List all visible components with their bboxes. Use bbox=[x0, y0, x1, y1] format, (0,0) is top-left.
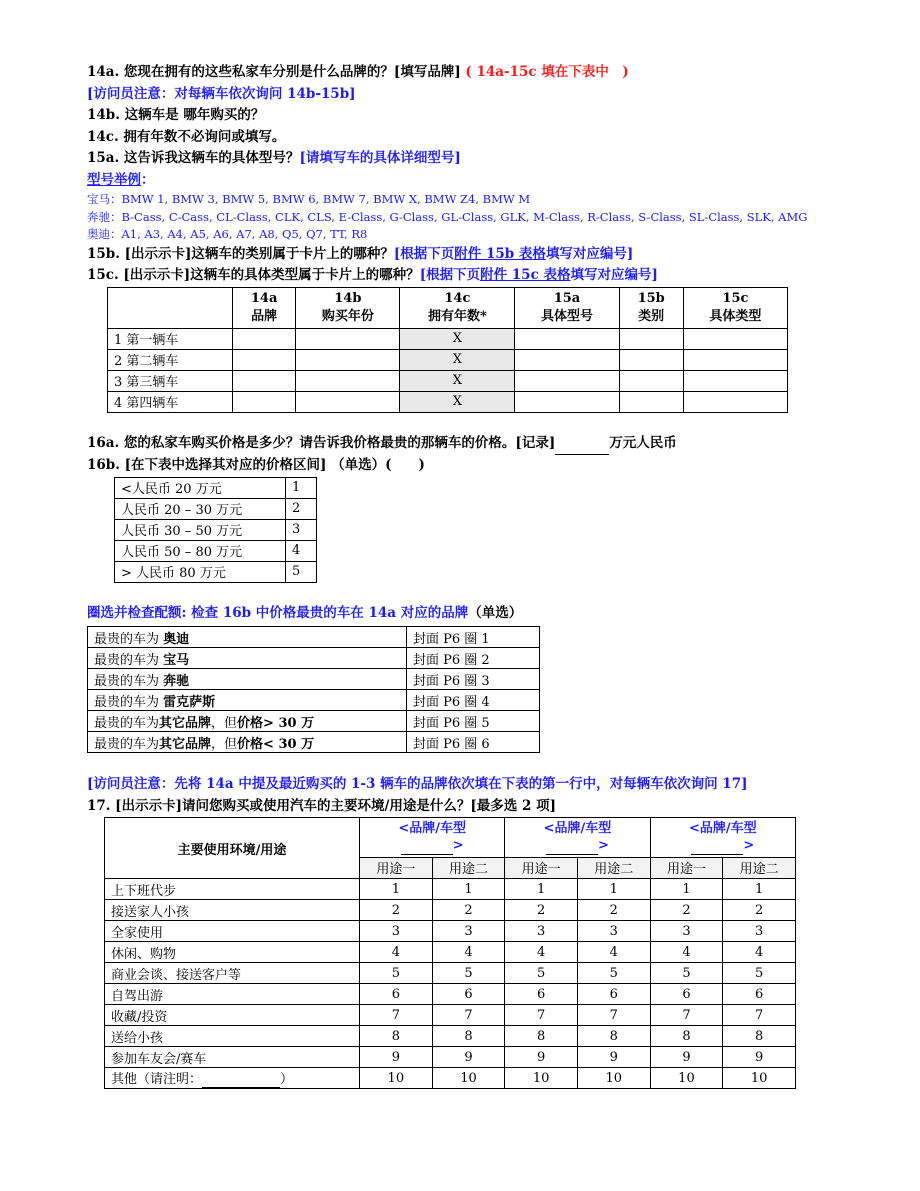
category-cell[interactable] bbox=[619, 391, 683, 412]
col-15c: 15c 具体类型 bbox=[683, 287, 787, 328]
x-mark: X bbox=[400, 328, 515, 349]
q14c-text: 14c. 拥有年数不必询问或填写。 bbox=[87, 128, 286, 145]
examples-title: 型号举例 bbox=[87, 171, 141, 188]
vehicle-table-corner bbox=[108, 287, 233, 328]
table-row[interactable] bbox=[88, 627, 540, 648]
table-row bbox=[108, 370, 788, 391]
usage-code-cell[interactable]: 4 bbox=[650, 942, 723, 963]
table-row bbox=[108, 349, 788, 370]
table-row[interactable] bbox=[88, 690, 540, 711]
usage-code-cell[interactable]: 3 bbox=[432, 921, 505, 942]
q14a-note: ( 14a-15c 填在下表中 ) bbox=[465, 64, 629, 80]
usage-label: 全家使用 bbox=[105, 921, 360, 942]
q15c-line bbox=[87, 265, 847, 287]
brand-cell[interactable] bbox=[233, 349, 296, 370]
usage-code-cell[interactable]: 3 bbox=[577, 921, 650, 942]
usage-code-cell[interactable]: 4 bbox=[432, 942, 505, 963]
quota-code: 封面 P6 圈 5 bbox=[407, 711, 540, 732]
usage-label: 参加车友会/赛车 bbox=[105, 1047, 360, 1068]
usage-code-cell[interactable]: 9 bbox=[577, 1047, 650, 1068]
usage-code-cell[interactable]: 10 bbox=[505, 1068, 578, 1089]
category-cell[interactable] bbox=[619, 328, 683, 349]
col-15b: 15b 类别 bbox=[619, 287, 683, 328]
category-cell[interactable] bbox=[619, 370, 683, 391]
quota-line bbox=[87, 603, 847, 625]
usage-code-cell[interactable]: 3 bbox=[650, 921, 723, 942]
usage-label: 其他（请注明： ） bbox=[105, 1068, 360, 1089]
usage-code-cell[interactable]: 5 bbox=[360, 963, 433, 984]
table-row[interactable] bbox=[88, 732, 540, 753]
q15b-text: 15b. [出示示卡]这辆车的类别属于卡片上的哪种？ bbox=[87, 245, 394, 262]
q15c-post: 填写对应编号] bbox=[570, 267, 658, 283]
price-range-code: 3 bbox=[286, 519, 317, 540]
usage-code-cell[interactable]: 5 bbox=[650, 963, 723, 984]
usage-code-cell[interactable]: 10 bbox=[360, 1068, 433, 1089]
usage-code-cell[interactable]: 5 bbox=[505, 963, 578, 984]
usage-code-cell[interactable]: 6 bbox=[432, 984, 505, 1005]
row-label: 1 第一辆车 bbox=[108, 328, 233, 349]
usage-code-cell[interactable]: 2 bbox=[505, 900, 578, 921]
type-cell[interactable] bbox=[683, 328, 787, 349]
table-row[interactable] bbox=[115, 561, 317, 582]
interviewer-note-1: [访问员注意：对每辆车依次询问 14b-15b] bbox=[87, 85, 356, 102]
quota-suffix: （单选） bbox=[468, 604, 523, 621]
usage-code-cell[interactable]: 6 bbox=[723, 984, 796, 1005]
price-range-code: 4 bbox=[286, 540, 317, 561]
usage-code-cell[interactable]: 2 bbox=[723, 900, 796, 921]
row-label: 3 第三辆车 bbox=[108, 370, 233, 391]
model-cell[interactable] bbox=[515, 328, 619, 349]
table-row[interactable] bbox=[115, 540, 317, 561]
usage-table bbox=[104, 817, 796, 1089]
q15c-text: 15c. [出示示卡]这辆车的具体类型属于卡片上的哪种？ bbox=[87, 267, 420, 283]
usage-code-cell[interactable]: 6 bbox=[650, 984, 723, 1005]
q15a-text: 15a. 这告诉我这辆车的具体型号？ bbox=[87, 150, 300, 166]
usage-code-cell[interactable]: 9 bbox=[723, 1047, 796, 1068]
type-cell[interactable] bbox=[683, 349, 787, 370]
usage-code-cell[interactable]: 6 bbox=[505, 984, 578, 1005]
usage-code-cell[interactable]: 2 bbox=[360, 900, 433, 921]
price-range-table bbox=[114, 477, 317, 583]
usage-table-header bbox=[105, 818, 796, 858]
q14a-text: 14a. 您现在拥有的这些私家车分别是什么品牌的？[填写品牌] bbox=[87, 64, 461, 80]
type-cell[interactable] bbox=[683, 391, 787, 412]
col-14c: 14c 拥有年数* bbox=[400, 287, 515, 328]
table-row[interactable] bbox=[115, 519, 317, 540]
usage-code-cell[interactable]: 3 bbox=[723, 921, 796, 942]
price-blank[interactable] bbox=[555, 433, 609, 456]
usage-code-cell[interactable]: 4 bbox=[360, 942, 433, 963]
other-specify-blank[interactable] bbox=[202, 1072, 280, 1088]
q15b-pre: [根据下页 bbox=[393, 245, 455, 262]
use2-header: 用途二 bbox=[723, 857, 796, 878]
table-row bbox=[105, 942, 796, 963]
usage-code-cell[interactable]: 9 bbox=[432, 1047, 505, 1068]
q16a-line bbox=[87, 433, 847, 456]
type-cell[interactable] bbox=[683, 370, 787, 391]
model-cell[interactable] bbox=[515, 391, 619, 412]
table-row bbox=[105, 921, 796, 942]
brand-cell[interactable] bbox=[233, 370, 296, 391]
use1-header: 用途一 bbox=[650, 857, 723, 878]
usage-label: 商业会谈、接送客户等 bbox=[105, 963, 360, 984]
usage-code-cell[interactable]: 6 bbox=[577, 984, 650, 1005]
usage-code-cell[interactable]: 8 bbox=[432, 1026, 505, 1047]
usage-label: 收藏/投资 bbox=[105, 1005, 360, 1026]
quota-code: 封面 P6 圈 3 bbox=[407, 669, 540, 690]
usage-code-cell[interactable]: 3 bbox=[360, 921, 433, 942]
quota-label: 最贵的车为 奔驰 bbox=[88, 669, 407, 690]
table-row bbox=[105, 1005, 796, 1026]
col-14a: 14a 品牌 bbox=[233, 287, 296, 328]
usage-code-cell[interactable]: 4 bbox=[505, 942, 578, 963]
table-row bbox=[108, 328, 788, 349]
examples-colon: ： bbox=[141, 171, 155, 188]
table-row bbox=[105, 1026, 796, 1047]
table-row[interactable] bbox=[115, 477, 317, 498]
q17-note: [最多选 2 项] bbox=[470, 797, 556, 814]
usage-code-cell[interactable]: 8 bbox=[723, 1026, 796, 1047]
usage-code-cell[interactable]: 10 bbox=[650, 1068, 723, 1089]
table-row bbox=[108, 391, 788, 412]
usage-header: 主要使用环境/用途 bbox=[105, 818, 360, 879]
table-row bbox=[105, 1068, 796, 1089]
col-14b: 14b 购买年份 bbox=[296, 287, 400, 328]
vehicle-table bbox=[107, 287, 788, 413]
interviewer-note-2: [访问员注意：先将 14a 中提及最近购买的 1-3 辆车的品牌依次填在下表的第一行中，对每辆车依次询问 17] bbox=[87, 776, 748, 792]
usage-code-cell[interactable]: 8 bbox=[650, 1026, 723, 1047]
usage-code-cell[interactable]: 1 bbox=[432, 879, 505, 900]
usage-code-cell[interactable]: 7 bbox=[650, 1005, 723, 1026]
table-row bbox=[105, 984, 796, 1005]
price-range-label: 人民币 20 – 30 万元 bbox=[115, 498, 286, 519]
year-cell[interactable] bbox=[296, 349, 400, 370]
usage-label: 接送家人小孩 bbox=[105, 900, 360, 921]
usage-code-cell[interactable]: 2 bbox=[650, 900, 723, 921]
usage-code-cell[interactable]: 6 bbox=[360, 984, 433, 1005]
usage-code-cell[interactable]: 7 bbox=[360, 1005, 433, 1026]
brand-header-2[interactable]: <品牌/车型 > bbox=[505, 818, 650, 858]
use2-header: 用途二 bbox=[577, 857, 650, 878]
x-mark: X bbox=[400, 349, 515, 370]
year-cell[interactable] bbox=[296, 328, 400, 349]
usage-code-cell[interactable]: 7 bbox=[505, 1005, 578, 1026]
quota-label: 最贵的车为 雷克萨斯 bbox=[88, 690, 407, 711]
usage-code-cell[interactable]: 8 bbox=[360, 1026, 433, 1047]
table-row[interactable] bbox=[88, 711, 540, 732]
usage-code-cell[interactable]: 10 bbox=[723, 1068, 796, 1089]
price-range-code: 1 bbox=[286, 477, 317, 498]
brand-cell[interactable] bbox=[233, 391, 296, 412]
quota-code: 封面 P6 圈 4 bbox=[407, 690, 540, 711]
usage-code-cell[interactable]: 7 bbox=[432, 1005, 505, 1026]
usage-code-cell[interactable]: 1 bbox=[505, 879, 578, 900]
quota-label: 最贵的车为 宝马 bbox=[88, 648, 407, 669]
quota-code: 封面 P6 圈 6 bbox=[407, 732, 540, 753]
usage-code-cell[interactable]: 5 bbox=[723, 963, 796, 984]
quota-code: 封面 P6 圈 1 bbox=[407, 627, 540, 648]
price-range-code: 5 bbox=[286, 561, 317, 582]
usage-code-cell[interactable]: 7 bbox=[577, 1005, 650, 1026]
table-row bbox=[105, 1047, 796, 1068]
year-cell[interactable] bbox=[296, 370, 400, 391]
quota-table bbox=[87, 626, 540, 753]
use1-header: 用途一 bbox=[360, 857, 433, 878]
x-mark: X bbox=[400, 370, 515, 391]
q15b-post: 填写对应编号] bbox=[545, 245, 634, 262]
price-range-code: 2 bbox=[286, 498, 317, 519]
row-label: 4 第四辆车 bbox=[108, 391, 233, 412]
usage-label: 自驾出游 bbox=[105, 984, 360, 1005]
q15c-pre: [根据下页 bbox=[419, 267, 481, 283]
table-row[interactable] bbox=[88, 648, 540, 669]
examples-bmw: 宝马：BMW 1, BMW 3, BMW 5, BMW 6, BMW 7, BMW X, BMW Z4, BMW M bbox=[87, 192, 531, 206]
q14b-text: 14b. 这辆车是 哪年购买的？ bbox=[87, 107, 265, 123]
row-label: 2 第二辆车 bbox=[108, 349, 233, 370]
price-range-label: 人民币 50 – 80 万元 bbox=[115, 540, 286, 561]
q17-line bbox=[87, 796, 847, 818]
usage-code-cell[interactable]: 1 bbox=[360, 879, 433, 900]
quota-label: 最贵的车为其它品牌，但价格< 30 万 bbox=[88, 732, 407, 753]
q15b-line bbox=[87, 244, 847, 266]
quota-code: 封面 P6 圈 2 bbox=[407, 648, 540, 669]
brand-header-1[interactable]: <品牌/车型 > bbox=[360, 818, 505, 858]
q16a-text: 16a. 您的私家车购买价格是多少？请告诉我价格最贵的那辆车的价格。[记录] bbox=[87, 434, 556, 451]
usage-code-cell[interactable]: 1 bbox=[577, 879, 650, 900]
usage-code-cell[interactable]: 3 bbox=[505, 921, 578, 942]
q15b-link[interactable]: 附件 15b 表格 bbox=[454, 245, 546, 262]
examples-audi: 奥迪：A1, A3, A4, A5, A6, A7, A8, Q5, Q7, TT, R8 bbox=[87, 227, 368, 241]
model-cell[interactable] bbox=[515, 349, 619, 370]
examples-title-line bbox=[87, 170, 847, 192]
usage-code-cell[interactable]: 10 bbox=[577, 1068, 650, 1089]
usage-code-cell[interactable]: 9 bbox=[360, 1047, 433, 1068]
usage-label: 休闲、购物 bbox=[105, 942, 360, 963]
usage-code-cell[interactable]: 4 bbox=[577, 942, 650, 963]
table-row bbox=[105, 879, 796, 900]
usage-code-cell[interactable]: 8 bbox=[505, 1026, 578, 1047]
q14a-line bbox=[87, 62, 847, 84]
q17-text: 17. [出示示卡]请问您购买或使用汽车的主要环境/用途是什么？ bbox=[87, 797, 471, 814]
usage-label: 送给小孩 bbox=[105, 1026, 360, 1047]
usage-code-cell[interactable]: 9 bbox=[505, 1047, 578, 1068]
examples-benz: 奔驰：B-Cass, C-Cass, CL-Class, CLK, CLS, E-Class, G-Class, GL-Class, GLK, M-Class, R-Class, S-Class, SL-Class, SLK, AMG bbox=[87, 209, 808, 224]
vehicle-table-header bbox=[108, 287, 788, 328]
use1-header: 用途一 bbox=[505, 857, 578, 878]
table-row[interactable] bbox=[115, 498, 317, 519]
usage-code-cell[interactable]: 2 bbox=[432, 900, 505, 921]
table-row bbox=[105, 900, 796, 921]
q15a-line bbox=[87, 148, 847, 170]
table-row[interactable] bbox=[88, 669, 540, 690]
price-range-label: 人民币 30 – 50 万元 bbox=[115, 519, 286, 540]
usage-code-cell[interactable]: 5 bbox=[577, 963, 650, 984]
questionnaire-page bbox=[87, 62, 847, 1089]
quota-title: 圈选并检查配额: 检查 16b 中价格最贵的车在 14a 对应的品牌 bbox=[87, 604, 469, 621]
q16a-suffix: 万元人民币 bbox=[609, 434, 677, 451]
quota-label: 最贵的车为 奥迪 bbox=[88, 627, 407, 648]
price-range-label: > 人民币 80 万元 bbox=[115, 561, 286, 582]
year-cell[interactable] bbox=[296, 391, 400, 412]
price-range-label: <人民币 20 万元 bbox=[115, 477, 286, 498]
usage-code-cell[interactable]: 9 bbox=[650, 1047, 723, 1068]
usage-code-cell[interactable]: 7 bbox=[723, 1005, 796, 1026]
brand-cell[interactable] bbox=[233, 328, 296, 349]
col-15a: 15a 具体型号 bbox=[515, 287, 619, 328]
q15a-note: [请填写车的具体详细型号] bbox=[299, 150, 461, 166]
usage-code-cell[interactable]: 5 bbox=[432, 963, 505, 984]
use2-header: 用途二 bbox=[432, 857, 505, 878]
quota-label: 最贵的车为其它品牌，但价格> 30 万 bbox=[88, 711, 407, 732]
table-row bbox=[105, 963, 796, 984]
usage-code-cell[interactable]: 4 bbox=[723, 942, 796, 963]
q16b-text: 16b. [在下表中选择其对应的价格区间] （单选）( ) bbox=[87, 457, 425, 473]
model-cell[interactable] bbox=[515, 370, 619, 391]
usage-label: 上下班代步 bbox=[105, 879, 360, 900]
q15c-link[interactable]: 附件 15c 表格 bbox=[480, 267, 571, 283]
usage-code-cell[interactable]: 10 bbox=[432, 1068, 505, 1089]
usage-code-cell[interactable]: 2 bbox=[577, 900, 650, 921]
brand-header-3[interactable]: <品牌/车型 > bbox=[650, 818, 795, 858]
usage-code-cell[interactable]: 8 bbox=[577, 1026, 650, 1047]
usage-code-cell[interactable]: 1 bbox=[650, 879, 723, 900]
usage-code-cell[interactable]: 1 bbox=[723, 879, 796, 900]
category-cell[interactable] bbox=[619, 349, 683, 370]
x-mark: X bbox=[400, 391, 515, 412]
